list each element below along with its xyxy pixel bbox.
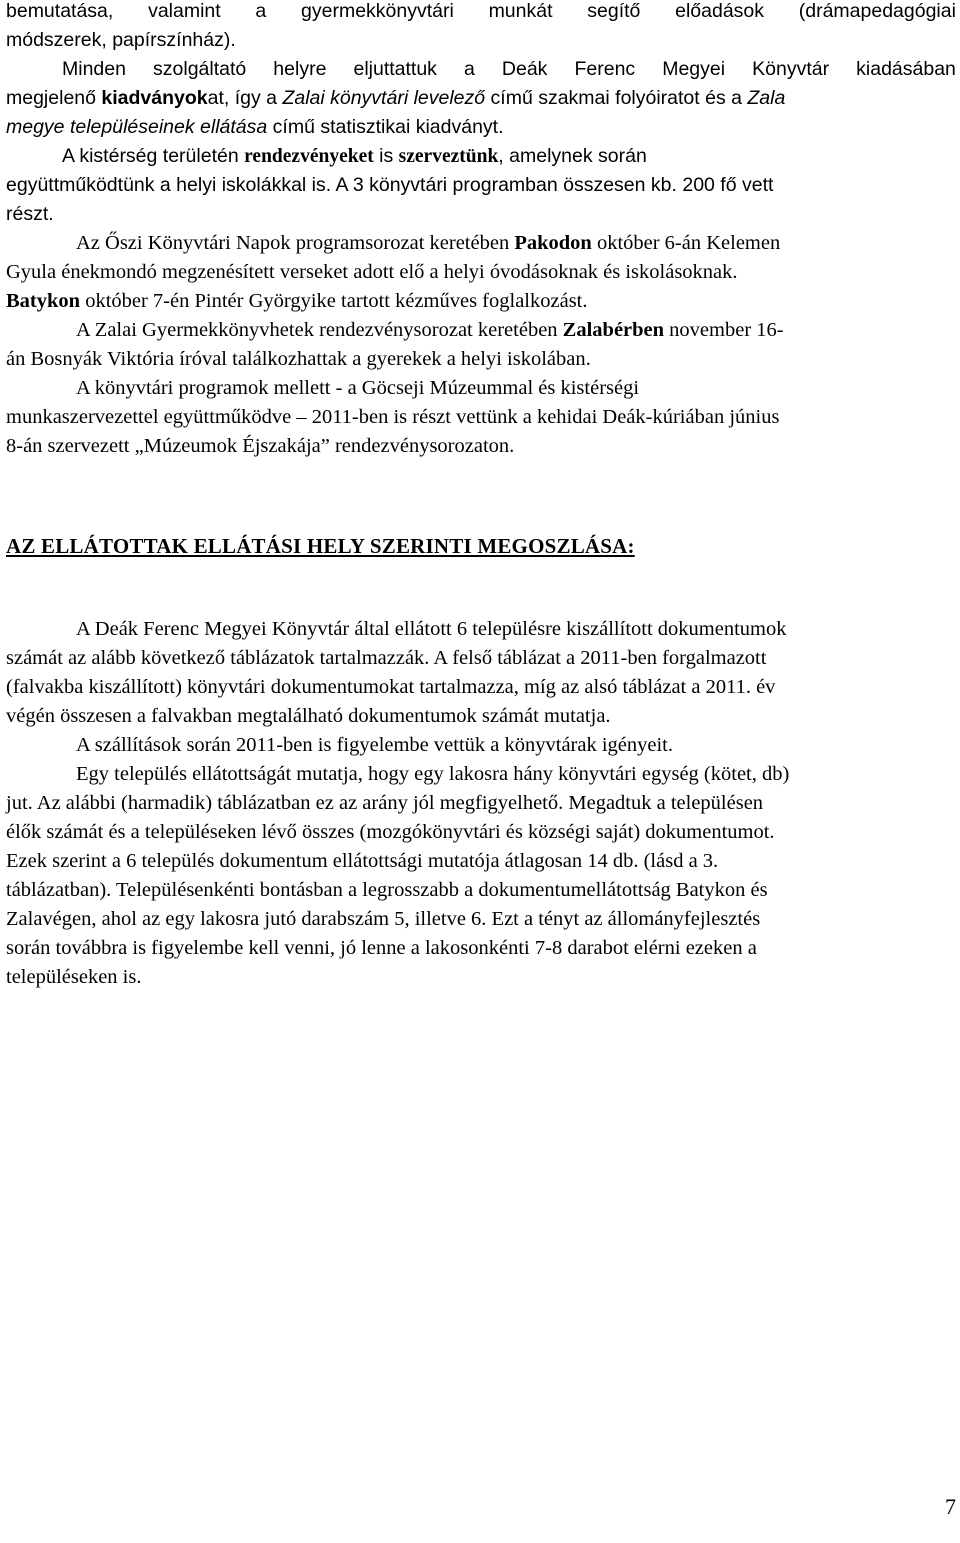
word: a bbox=[255, 0, 267, 22]
line-text: együttműködtünk a helyi iskolákkal is. A 3 könyvtári programban összesen kb. 200 fő vett bbox=[6, 174, 774, 196]
word: Ferenc bbox=[574, 58, 636, 80]
paragraph-line bbox=[6, 647, 956, 676]
paragraph-line bbox=[6, 879, 956, 908]
line-text: során továbbra is figyelembe kell venni, jó lenne a lakosonkénti 7-8 darabot elérni ezeken a bbox=[6, 937, 757, 959]
line-text: Zalavégen, ahol az egy lakosra jutó darabszám 5, illetve 6. Ezt a tényt az állományfejlesztés bbox=[6, 908, 761, 930]
paragraph-line bbox=[6, 792, 956, 821]
paragraph-line bbox=[6, 966, 956, 995]
word: előadások bbox=[675, 0, 765, 22]
bold-text: Zalabérben bbox=[562, 319, 665, 341]
line-text: , amelynek során bbox=[498, 145, 647, 167]
section-heading: AZ ELLÁTOTTAK ELLÁTÁSI HELY SZERINTI MEGOSZLÁSA: bbox=[6, 534, 635, 558]
italic-text: Zala bbox=[747, 87, 786, 109]
bold-text: rendezvényeket bbox=[244, 146, 374, 167]
line-text: november 16- bbox=[664, 319, 784, 341]
line-text: 8-án szervezett „Múzeumok Éjszakája” rendezvénysorozaton. bbox=[6, 435, 515, 457]
italic-text: Zalai könyvtári levelező bbox=[282, 87, 486, 109]
paragraph-line bbox=[6, 29, 956, 58]
line-text: (falvakba kiszállított) könyvtári dokumentumokat tartalmazza, míg az alsó táblázat a 2011. év bbox=[6, 676, 776, 698]
word: valamint bbox=[148, 0, 221, 22]
paragraph-line bbox=[6, 821, 956, 850]
paragraph-line bbox=[76, 377, 956, 406]
paragraph-line bbox=[76, 232, 956, 261]
line-text: megjelenő bbox=[6, 87, 102, 109]
word: Megyei bbox=[662, 58, 726, 80]
line-text: október 7-én Pintér Györgyike tartott kézműves foglalkozást. bbox=[80, 290, 588, 312]
line-text: án Bosnyák Viktória íróval találkozhattak a gyerekek a helyi iskolában. bbox=[6, 348, 591, 370]
line-text: A könyvtári programok mellett - a Göcseji Múzeummal és kistérségi bbox=[76, 377, 640, 399]
paragraph-line bbox=[6, 348, 956, 377]
word: (drámapedagógiai bbox=[798, 0, 956, 22]
paragraph-line bbox=[6, 0, 956, 29]
italic-text: megye településeinek ellátása bbox=[6, 116, 268, 138]
line-text: módszerek, papírszínház). bbox=[6, 29, 236, 51]
paragraph-line bbox=[76, 319, 956, 348]
paragraph-line bbox=[6, 116, 956, 145]
line-text: című statisztikai kiadványt. bbox=[267, 116, 504, 138]
bold-text: Batykon bbox=[6, 290, 81, 312]
paragraph-line bbox=[6, 87, 956, 116]
word: bemutatása, bbox=[6, 0, 114, 22]
paragraph-line bbox=[62, 58, 956, 87]
paragraph-line bbox=[6, 850, 956, 879]
line-text: A Deák Ferenc Megyei Könyvtár által ellátott 6 településre kiszállított dokumentumok bbox=[76, 618, 787, 640]
line-text: at, így a bbox=[207, 87, 283, 109]
paragraph-line bbox=[6, 435, 956, 464]
line-text: A Zalai Gyermekkönyvhetek rendezvénysorozat keretében bbox=[76, 319, 563, 341]
paragraph-line bbox=[6, 705, 956, 734]
paragraph-line bbox=[76, 618, 956, 647]
paragraph-line bbox=[6, 908, 956, 937]
line-text: Gyula énekmondó megzenésített verseket adott elő a helyi óvodásoknak és iskolásoknak. bbox=[6, 261, 738, 283]
paragraph-line bbox=[6, 261, 956, 290]
word: Deák bbox=[501, 58, 548, 80]
paragraph-line bbox=[6, 676, 956, 705]
paragraph-line bbox=[6, 290, 956, 319]
word: helyre bbox=[273, 58, 327, 80]
justified-line bbox=[62, 58, 956, 81]
line-text: A kistérség területén bbox=[62, 145, 245, 167]
paragraph-line bbox=[62, 145, 956, 174]
paragraph-line bbox=[76, 734, 956, 763]
word: Könyvtár bbox=[752, 58, 830, 80]
line-text: jut. Az alábbi (harmadik) táblázatban ez az arány jól megfigyelhető. Megadtuk a településen bbox=[6, 792, 764, 814]
line-text: is bbox=[373, 145, 399, 167]
word: a bbox=[463, 58, 475, 80]
line-text: végén összesen a falvakban megtalálható dokumentumok számát mutatja. bbox=[6, 705, 611, 727]
word: szolgáltató bbox=[153, 58, 247, 80]
line-text: településeken is. bbox=[6, 966, 142, 988]
bold-text: szerveztünk bbox=[398, 146, 499, 167]
line-text: táblázatban). Településenkénti bontásban a legrosszabb a dokumentumellátottság Batykon és bbox=[6, 879, 768, 901]
word: kiadásában bbox=[856, 58, 956, 80]
line-text: október 6-án Kelemen bbox=[591, 232, 781, 254]
line-text: Az Őszi Könyvtári Napok programsorozat keretében bbox=[76, 232, 515, 254]
paragraph-line bbox=[6, 937, 956, 966]
paragraph-line bbox=[6, 174, 956, 203]
bold-text: Pakodon bbox=[514, 232, 592, 254]
page-number: 7 bbox=[945, 1494, 956, 1519]
paragraph-line bbox=[76, 763, 956, 792]
justified-line bbox=[6, 0, 956, 23]
line-text: Egy település ellátottságát mutatja, hogy egy lakosra hány könyvtári egység (kötet, db) bbox=[76, 763, 790, 785]
line-text: élők számát és a településeken lévő összes (mozgókönyvtári és községi saját) dokumentumot. bbox=[6, 821, 775, 843]
word: Minden bbox=[62, 58, 126, 80]
line-text: számát az alább következő táblázatok tartalmazzák. A felső táblázat a 2011-ben forgalmazott bbox=[6, 647, 767, 669]
bold-text: kiadványok bbox=[101, 87, 208, 109]
paragraph-line bbox=[6, 406, 956, 435]
line-text: című szakmai folyóiratot és a bbox=[485, 87, 748, 109]
word: segítő bbox=[587, 0, 641, 22]
word: munkát bbox=[488, 0, 553, 22]
paragraph-line bbox=[6, 203, 956, 232]
line-text: Ezek szerint a 6 település dokumentum ellátottsági mutatója átlagosan 14 db. (lásd a 3. bbox=[6, 850, 719, 872]
line-text: A szállítások során 2011-ben is figyelembe vettük a könyvtárak igényeit. bbox=[76, 734, 674, 756]
line-text: munkaszervezettel együttműködve – 2011-ben is részt vettünk a kehidai Deák-kúriában június bbox=[6, 406, 780, 428]
word: eljuttattuk bbox=[353, 58, 437, 80]
line-text: részt. bbox=[6, 203, 54, 225]
word: gyermekkönyvtári bbox=[301, 0, 454, 22]
